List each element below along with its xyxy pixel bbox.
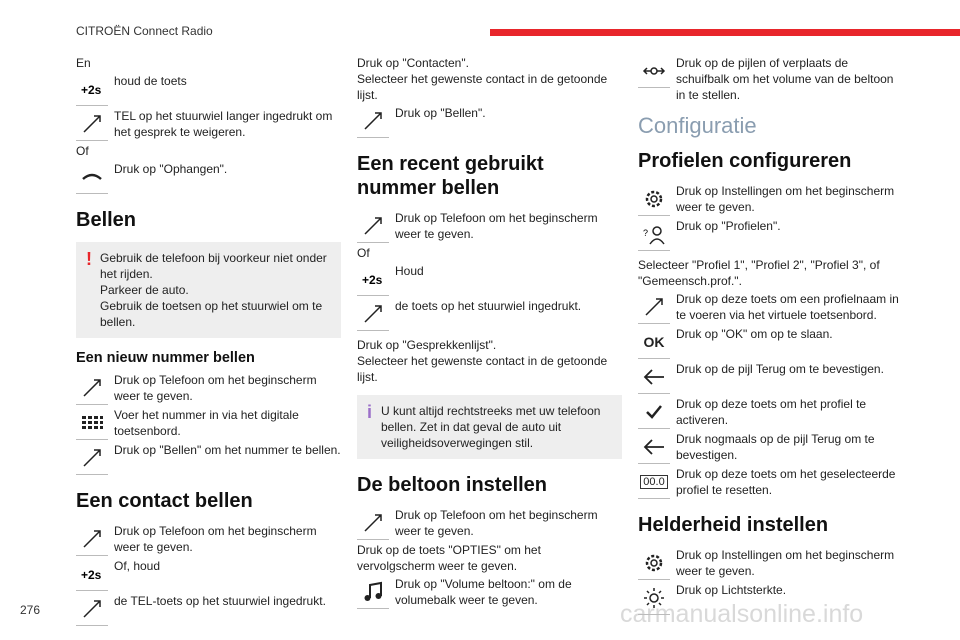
column-1 <box>76 55 341 628</box>
profile-name-text: Druk op deze toets om een profielnaam in te voeren via het virtuele toetsenbord. <box>676 292 899 322</box>
step-back <box>638 361 903 394</box>
step-keypad <box>76 407 341 440</box>
warning-box <box>76 242 341 338</box>
slider-text: Druk op de pijlen of verplaats de schuifbalk om het volume van de beltoon in te stellen. <box>676 56 894 102</box>
step-volume <box>357 576 622 609</box>
brightness-icon <box>638 582 670 615</box>
bellen-2-text: Druk op "Bellen". <box>395 106 486 120</box>
touch-icon <box>76 108 108 141</box>
heading-beltoon: De beltoon instellen <box>357 474 548 496</box>
ok-text: Druk op "OK" om op te slaan. <box>676 327 833 341</box>
tel-reject-text: TEL op het stuurwiel langer ingedrukt om het gesprek te weigeren. <box>114 109 333 139</box>
step-tel-reject <box>76 108 341 141</box>
recent-telefoon-text: Druk op Telefoon om het beginscherm weer te geven. <box>395 211 598 241</box>
page-number: 276 <box>20 603 41 617</box>
recent-hold-text: Houd <box>395 264 424 278</box>
bellen-text: Druk op "Bellen" om het nummer te bellen. <box>114 443 341 457</box>
heading-new-number: Een nieuw nummer bellen <box>76 350 255 366</box>
step-instellingen <box>638 183 903 216</box>
svg-text:+2s: +2s <box>362 273 383 287</box>
step-recent-key <box>357 298 622 331</box>
svg-text:+2s: +2s <box>81 83 102 97</box>
heading-bellen: Bellen <box>76 209 137 231</box>
header-title: CITROËN Connect Radio <box>76 24 213 38</box>
text-en: En <box>76 56 91 70</box>
touch-icon <box>357 210 389 243</box>
gear-icon <box>638 547 670 580</box>
step-ok <box>638 326 903 359</box>
profielen-text: Druk op "Profielen". <box>676 219 781 233</box>
activate-text: Druk op deze toets om het profiel te activeren. <box>676 397 867 427</box>
recent-key-text: de toets op het stuurwiel ingedrukt. <box>395 299 582 313</box>
step-hangup <box>76 161 341 194</box>
touch-icon <box>76 593 108 626</box>
profile-icon <box>638 218 670 251</box>
touch-icon <box>76 523 108 556</box>
hangup-icon <box>76 161 108 194</box>
slider-icon <box>638 55 670 88</box>
hangup-text: Druk op "Ophangen". <box>114 162 228 176</box>
header-accent-bar <box>490 29 960 36</box>
step-recent-hold <box>357 263 622 296</box>
instellingen-text: Druk op Instellingen om het beginscherm weer te geven. <box>676 184 895 214</box>
ok-label: OK <box>643 334 665 350</box>
telefoon-text: Druk op Telefoon om het beginscherm weer te geven. <box>114 373 317 403</box>
watermark: carmanualsonline.info <box>620 600 864 628</box>
info-box <box>357 395 622 459</box>
step-bellen-2 <box>357 105 622 138</box>
step-reset <box>638 466 903 499</box>
touch-icon <box>76 372 108 405</box>
heading-profielen: Profielen configureren <box>638 150 852 172</box>
touch-icon <box>76 442 108 475</box>
back-arrow-icon <box>638 431 670 464</box>
step-slider <box>638 55 903 103</box>
step-contact-tel <box>76 593 341 626</box>
info-icon: i <box>367 402 373 422</box>
select-profiel-text: Selecteer "Profiel 1", "Profiel 2", "Profiel 3", of "Gemeensch.prof.". <box>638 258 880 288</box>
hold-key-text: houd de toets <box>114 74 187 88</box>
heading-contact: Een contact bellen <box>76 490 253 512</box>
volume-text: Druk op "Volume beltoon:" om de volumebalk weer te geven. <box>395 577 572 607</box>
hold-2s-icon <box>76 558 108 591</box>
beltoon-telefoon-text: Druk op Telefoon om het beginscherm weer te geven. <box>395 508 598 538</box>
step-profielen <box>638 218 903 251</box>
h-instellingen-text: Druk op Instellingen om het beginscherm weer te geven. <box>676 548 895 578</box>
svg-text:?: ? <box>643 228 649 238</box>
ok-icon <box>638 326 670 359</box>
step-back-2 <box>638 431 903 464</box>
heading-recent: Een recent gebruikt nummer bellen <box>357 153 544 199</box>
reset-label: 00.0 <box>640 475 667 489</box>
info-text: U kunt altijd rechtstreeks met uw telefoon bellen. Zet in dat geval de auto uit veiligheidsoverwegingen stil. <box>381 404 601 450</box>
contacten-text: Druk op "Contacten". Selecteer het gewenste contact in de getoonde lijst. <box>357 56 608 102</box>
back-text: Druk op de pijl Terug om te bevestigen. <box>676 362 884 376</box>
step-recent-telefoon <box>357 210 622 243</box>
back-arrow-icon <box>638 361 670 394</box>
svg-text:+2s: +2s <box>81 568 102 582</box>
contact-tel-text: de TEL-toets op het stuurwiel ingedrukt. <box>114 594 326 608</box>
step-licht <box>638 582 903 615</box>
touch-icon <box>638 291 670 324</box>
music-note-icon <box>357 576 389 609</box>
warning-icon: ! <box>86 249 92 269</box>
column-3 <box>638 55 903 617</box>
licht-text: Druk op Lichtsterkte. <box>676 583 787 597</box>
gesprekken-text: Druk op "Gesprekkenlijst". Selecteer het gewenste contact in de getoonde lijst. <box>357 338 608 384</box>
step-telefoon <box>76 372 341 405</box>
reset-text: Druk op deze toets om het geselecteerde profiel te resetten. <box>676 467 896 497</box>
hold-2s-icon <box>76 73 108 106</box>
step-contact-hold <box>76 558 341 591</box>
text-of: Of <box>76 144 89 158</box>
column-2 <box>357 55 622 611</box>
step-activate <box>638 396 903 429</box>
step-h-instellingen <box>638 547 903 580</box>
step-contact-telefoon <box>76 523 341 556</box>
back-2-text: Druk nogmaals op de pijl Terug om te bevestigen. <box>676 432 875 462</box>
keypad-text: Voer het nummer in via het digitale toetsenbord. <box>114 408 299 438</box>
contact-telefoon-text: Druk op Telefoon om het beginscherm weer te geven. <box>114 524 317 554</box>
gear-icon <box>638 183 670 216</box>
touch-icon <box>357 298 389 331</box>
opties-text: Druk op de toets "OPTIES" om het vervolgscherm weer te geven. <box>357 543 541 573</box>
step-profile-name <box>638 291 903 324</box>
recent-of: Of <box>357 246 370 260</box>
keypad-icon <box>76 407 108 440</box>
step-beltoon-telefoon <box>357 507 622 540</box>
reset-icon <box>638 466 670 499</box>
check-icon <box>638 396 670 429</box>
hold-2s-icon <box>357 263 389 296</box>
step-bellen <box>76 442 341 475</box>
heading-configuratie: Configuratie <box>638 113 757 138</box>
step-hold-key <box>76 73 341 106</box>
warning-text: Gebruik de telefoon bij voorkeur niet onder het rijden. Parkeer de auto. Gebruik de toetsen op het stuurwiel om te bellen. <box>100 251 327 329</box>
touch-icon <box>357 507 389 540</box>
contact-hold-text: Of, houd <box>114 559 161 573</box>
heading-helderheid: Helderheid instellen <box>638 514 829 536</box>
touch-icon <box>357 105 389 138</box>
